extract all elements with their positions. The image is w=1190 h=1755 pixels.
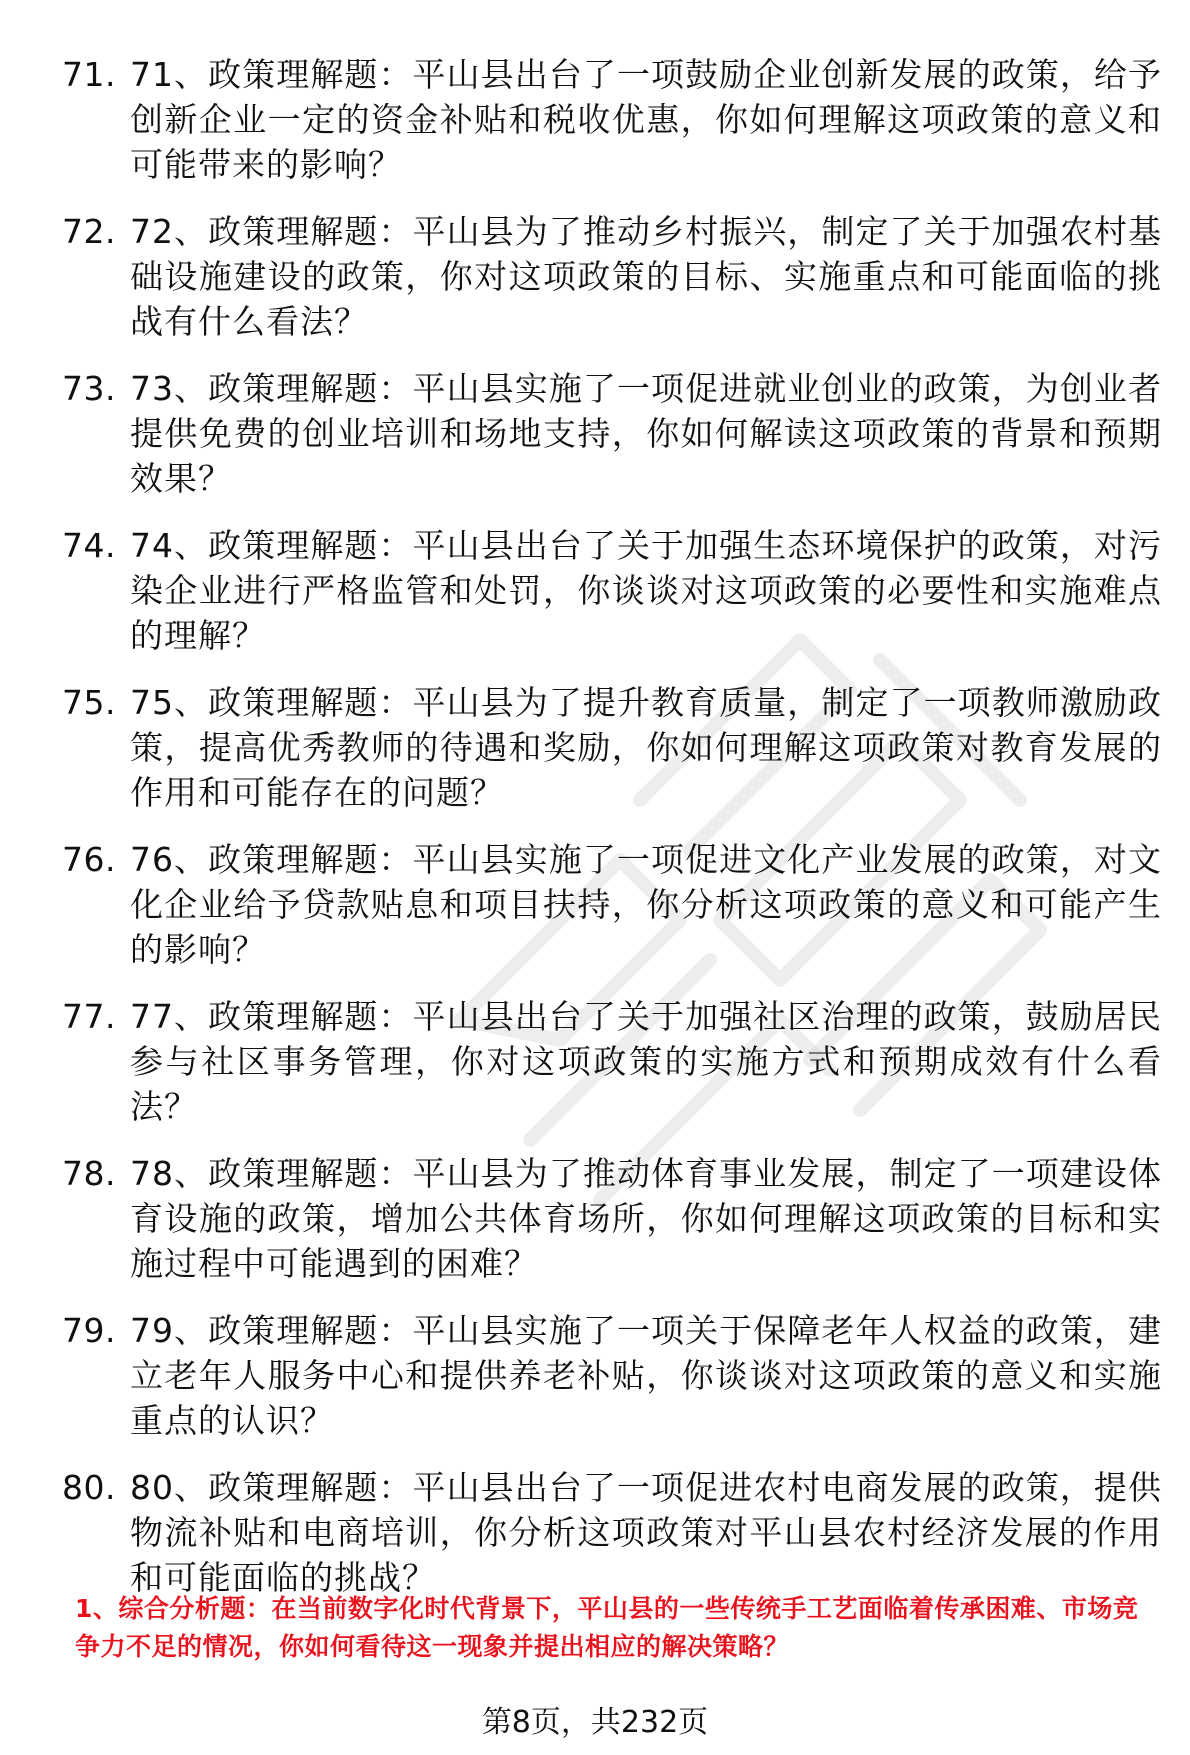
question-item-75 (62, 680, 1162, 815)
highlighted-question: 1、综合分析题：在当前数字化时代背景下，平山县的一些传统手工艺面临着传承困难、市场竞争力不足的情况，你如何看待这一现象并提出相应的解决策略？ (75, 1594, 1139, 1661)
question-item-73 (62, 366, 1162, 501)
question-text: 80、政策理解题：平山县出台了一项促进农村电商发展的政策，提供物流补贴和电商培训，你分析这项政策对平山县农村经济发展的作用和可能面临的挑战？ (130, 1468, 1162, 1597)
question-text: 78、政策理解题：平山县为了推动体育事业发展，制定了一项建设体育设施的政策，增加公共体育场所，你如何理解这项政策的目标和实施过程中可能遇到的困难？ (130, 1154, 1162, 1283)
question-text: 76、政策理解题：平山县实施了一项促进文化产业发展的政策，对文化企业给予贷款贴息和项目扶持，你分析这项政策的意义和可能产生的影响？ (130, 840, 1162, 969)
question-number: 80. (62, 1468, 116, 1507)
question-number: 76. (62, 840, 116, 879)
question-text: 79、政策理解题：平山县实施了一项关于保障老年人权益的政策，建立老年人服务中心和提供养老补贴，你谈谈对这项政策的意义和实施重点的认识？ (130, 1311, 1162, 1440)
question-number: 79. (62, 1311, 116, 1350)
question-item-80 (62, 1465, 1162, 1600)
question-number: 72. (62, 212, 116, 251)
question-text: 75、政策理解题：平山县为了提升教育质量，制定了一项教师激励政策，提高优秀教师的待遇和奖励，你如何理解这项政策对教育发展的作用和可能存在的问题？ (130, 683, 1162, 812)
question-number: 78. (62, 1154, 116, 1193)
question-text: 77、政策理解题：平山县出台了关于加强社区治理的政策，鼓励居民参与社区事务管理，你对这项政策的实施方式和预期成效有什么看法？ (130, 997, 1162, 1126)
question-number: 71. (62, 55, 116, 94)
question-item-77 (62, 994, 1162, 1129)
question-text: 74、政策理解题：平山县出台了关于加强生态环境保护的政策，对污染企业进行严格监管和处罚，你谈谈对这项政策的必要性和实施难点的理解？ (130, 526, 1162, 655)
question-item-71 (62, 52, 1162, 187)
question-number: 74. (62, 526, 116, 565)
question-text: 71、政策理解题：平山县出台了一项鼓励企业创新发展的政策，给予创新企业一定的资金补贴和税收优惠，你如何理解这项政策的意义和可能带来的影响？ (130, 55, 1162, 184)
question-item-76 (62, 837, 1162, 972)
question-text: 72、政策理解题：平山县为了推动乡村振兴，制定了关于加强农村基础设施建设的政策，你对这项政策的目标、实施重点和可能面临的挑战有什么看法？ (130, 212, 1162, 341)
question-list (62, 52, 1162, 1622)
question-number: 75. (62, 683, 116, 722)
question-item-79 (62, 1308, 1162, 1443)
question-item-72 (62, 209, 1162, 344)
question-item-74 (62, 523, 1162, 658)
question-number: 77. (62, 997, 116, 1036)
question-text: 73、政策理解题：平山县实施了一项促进就业创业的政策，为创业者提供免费的创业培训和场地支持，你如何解读这项政策的背景和预期效果？ (130, 369, 1162, 498)
page-number-footer: 第8页，共232页 (481, 1705, 709, 1740)
question-number: 73. (62, 369, 116, 408)
question-item-78 (62, 1151, 1162, 1286)
